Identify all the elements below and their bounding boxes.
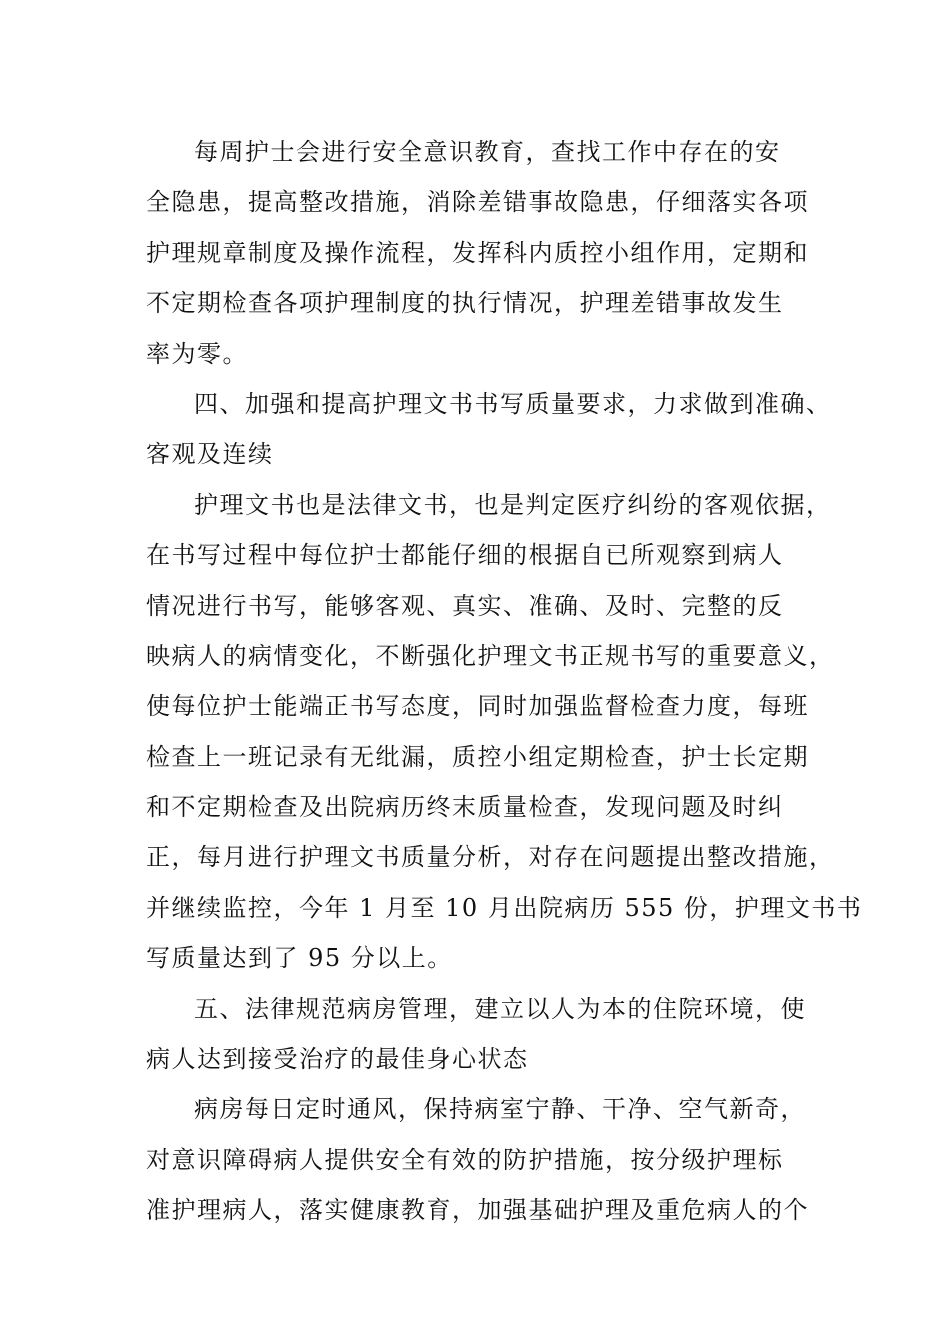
paragraph-safety-line-5: 率为零。 — [146, 339, 248, 368]
paragraph-records-line-9: 并继续监控，今年 1 月至 10 月出院病历 555 份，护理文书书 — [146, 893, 863, 922]
paragraph-records-line-7: 和不定期检查及出院病历终末质量检查，发现问题及时纠 — [146, 793, 784, 822]
paragraph-records-line-4: 映病人的病情变化，不断强化护理文书正规书写的重要意义， — [146, 641, 835, 670]
section-five-heading-line-2: 病人达到接受治疗的最佳身心状态 — [146, 1045, 529, 1074]
document-body — [146, 127, 863, 1236]
paragraph-records-line-5: 使每位护士能端正书写态度，同时加强监督检查力度，每班 — [146, 692, 809, 721]
paragraph-safety-line-3: 护理规章制度及操作流程，发挥科内质控小组作用，定期和 — [146, 238, 809, 267]
paragraph-safety-line-2: 全隐患，提高整改措施，消除差错事故隐患，仔细落实各项 — [146, 188, 809, 217]
section-four-heading-line-1: 四、加强和提高护理文书书写质量要求，力求做到准确、 — [194, 389, 832, 418]
paragraph-records-line-10: 写质量达到了 95 分以上。 — [146, 944, 453, 973]
section-five-heading-line-1: 五、法律规范病房管理，建立以人为本的住院环境，使 — [194, 994, 806, 1023]
paragraph-records-line-3: 情况进行书写，能够客观、真实、准确、及时、完整的反 — [146, 591, 784, 620]
paragraph-safety-line-4: 不定期检查各项护理制度的执行情况，护理差错事故发生 — [146, 289, 784, 318]
paragraph-records-line-8: 正，每月进行护理文书质量分析，对存在问题提出整改措施， — [146, 843, 835, 872]
paragraph-records-line-6: 检查上一班记录有无纰漏，质控小组定期检查，护士长定期 — [146, 742, 809, 771]
paragraph-ward-line-3: 准护理病人，落实健康教育，加强基础护理及重危病人的个 — [146, 1196, 809, 1225]
paragraph-ward-line-2: 对意识障碍病人提供安全有效的防护措施，按分级护理标 — [146, 1145, 784, 1174]
paragraph-records-line-2: 在书写过程中每位护士都能仔细的根据自已所观察到病人 — [146, 541, 784, 570]
paragraph-ward-line-1: 病房每日定时通风，保持病室宁静、干净、空气新奇， — [194, 1095, 806, 1124]
section-four-heading-line-2: 客观及连续 — [146, 440, 274, 469]
paragraph-safety-line-1: 每周护士会进行安全意识教育，查找工作中存在的安 — [194, 138, 781, 166]
paragraph-records-line-1: 护理文书也是法律文书，也是判定医疗纠纷的客观依据， — [194, 490, 832, 519]
